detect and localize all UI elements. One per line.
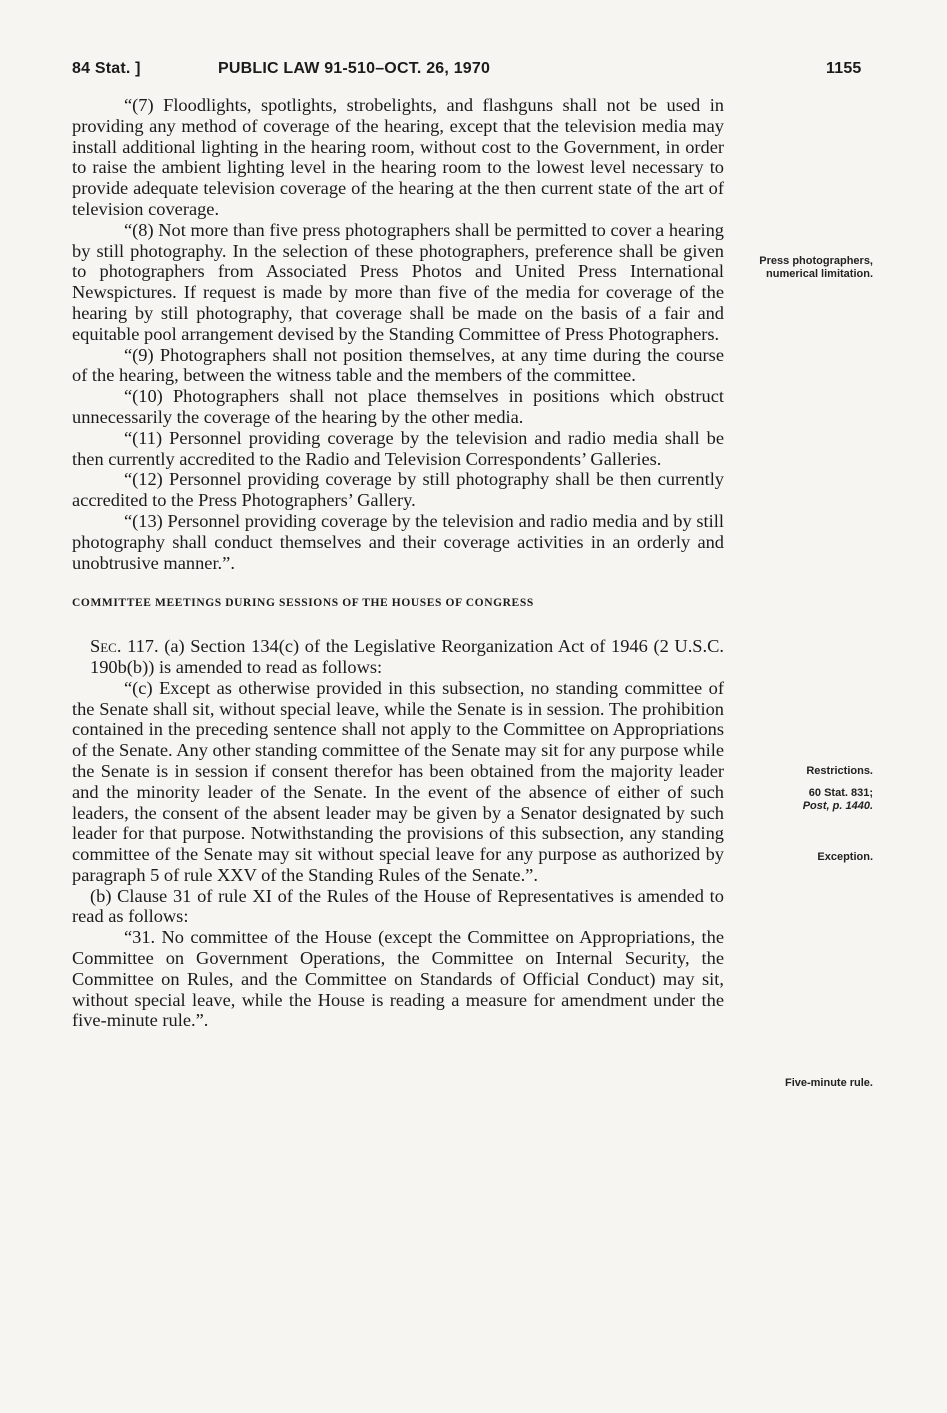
section-label: Sec. 117.: [90, 636, 159, 657]
subsection-c: “(c) Except as otherwise provided in this subsection, no standing committee of the Senate shall sit, without special leave, while the Senate is in session. The prohibition contained in the preceding sentence shall not apply to the Committee on Appropriations of the Senate. Any other standing committee of the Senate may sit for any purpose while the Senate is in session if consent therefor has been obtained from the majority leader and the minority leader of the Senate. In the event of the absence of either of such leaders, the consent of the absent leader may be given by a Senator designated by such leader for that purpose. Notwithstanding the provisions of this subsection, any standing committee of the Senate may sit without special leave for any purpose as authorized by paragraph 5 of rule XXV of the Standing Rules of the Senate.”.: [72, 677, 724, 885]
margin-note-press-photographers: Press photographers, numerical limitation.: [759, 255, 873, 280]
margin-note-five-minute-rule: Five-minute rule.: [784, 1077, 873, 1089]
page-number: 1155: [826, 60, 862, 77]
statute-reference: 84 Stat. ]: [72, 60, 141, 77]
margin-note-post-ref: Post, p. 1440.: [802, 800, 873, 812]
paragraph-8: “(8) Not more than five press photographers shall be permitted to cover a hearing by still photography. In the selection of these photographers, preference shall be given to photographers from Associated Press Photos and United Press International Newspictures. If request is made by more than five of the media for coverage of the hearing by still photography, that coverage shall be made on the basis of a fair and equitable pool arrangement devised by the Standing Committee of Press Photographers.: [72, 219, 724, 344]
clause-31: “31. No committee of the House (except the Committee on Appropriations, the Committee on Government Operations, the Committee on Internal Security, the Committee on Rules, and the Committee on Standards of Official Conduct) may sit, without special leave, while the House is reading a measure for amendment under the five-minute rule.”.: [72, 927, 724, 1031]
paragraph-10: “(10) Photographers shall not place themselves in positions which obstruct unnecessarily the coverage of the hearing by the other media.: [72, 386, 724, 427]
paragraph-7: “(7) Floodlights, spotlights, strobelights, and flashguns shall not be used in providing any method of coverage of the hearing, except that the television media may install additional lighting in the hearing room, without cost to the Government, in order to raise the ambient lighting level in the hearing room to the lowest level necessary to provide adequate television coverage of the hearing at the then current state of the art of television coverage.: [72, 95, 724, 219]
margin-note-stat-ref: 60 Stat. 831;: [808, 787, 873, 799]
margin-note-references: [733, 787, 873, 813]
paragraph-9: “(9) Photographers shall not position themselves, at any time during the course of the hearing, between the witness table and the members of the committee.: [72, 344, 724, 386]
margin-note-restrictions: Restrictions.: [806, 765, 873, 777]
section-heading: COMMITTEE MEETINGS DURING SESSIONS OF THE HOUSES OF CONGRESS: [72, 597, 534, 610]
paragraph-11: “(11) Personnel providing coverage by the television and radio media shall be then currently accredited to the Radio and Television Correspondents’ Galleries.: [72, 427, 724, 469]
body-text: [72, 95, 724, 1031]
paragraph-13: “(13) Personnel providing coverage by the television and radio media and by still photography shall conduct themselves and their coverage activities in an orderly and unobtrusive manner.”.: [72, 510, 724, 573]
section-117-intro: [72, 636, 724, 678]
section-intro-text: (a) Section 134(c) of the Legislative Reorganization Act of 1946 (2 U.S.C. 190b(b)) is amended to read as follows:: [90, 636, 724, 677]
page-title: PUBLIC LAW 91-510–OCT. 26, 1970: [218, 60, 491, 77]
subsection-b: (b) Clause 31 of rule XI of the Rules of the House of Representatives is amended to read as follows:: [72, 885, 724, 927]
paragraph-12: “(12) Personnel providing coverage by still photography shall be then currently accredited to the Press Photographers’ Gallery.: [72, 469, 724, 511]
margin-note-exception: Exception.: [817, 851, 873, 863]
